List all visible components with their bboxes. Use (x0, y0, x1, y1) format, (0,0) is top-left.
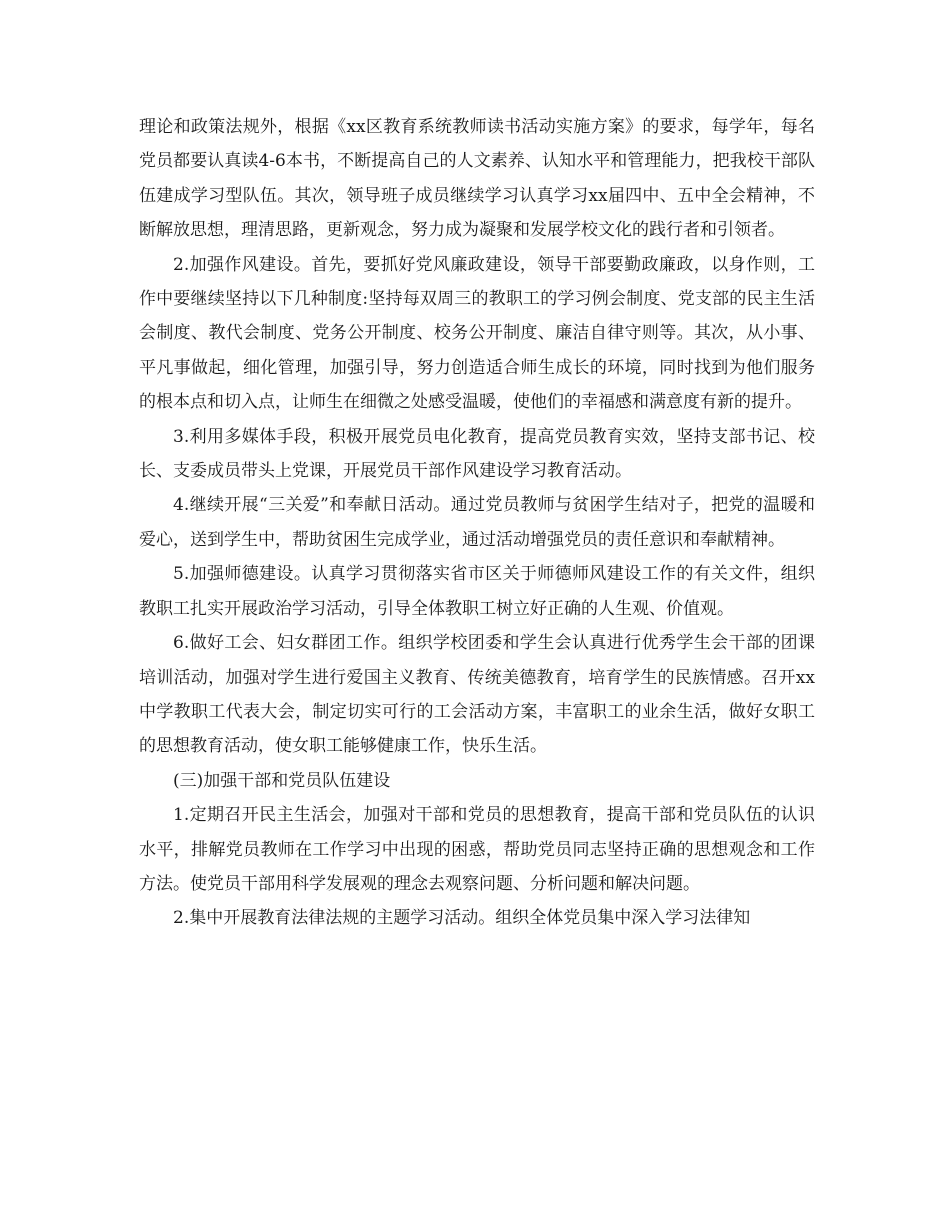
document-body (139, 110, 815, 936)
paragraph-multimedia: 3.利用多媒体手段，积极开展党员电化教育，提高党员教育实效，坚持支部书记、校长、支委成员带头上党课，开展党员干部作风建设学习教育活动。 (139, 426, 815, 482)
paragraph-law-study: 2.集中开展教育法律法规的主题学习活动。组织全体党员集中深入学习法律知 (173, 908, 751, 929)
paragraph-democratic-life: 1.定期召开民主生活会，加强对干部和党员的思想教育，提高干部和党员队伍的认识水平，排解党员教师在工作学习中出现的困惑，帮助党员同志坚持正确的思想观念和工作方法。使党员干部用科学发展观的理念去观察问题、分析问题和解决问题。 (139, 805, 815, 894)
paragraph-work-style: 2.加强作风建设。首先，要抓好党风廉政建设，领导干部要勤政廉政，以身作则，工作中要继续坚持以下几种制度:坚持每双周三的教职工的学习例会制度、党支部的民主生活会制度、教代会制度、党务公开制度、校务公开制度、廉洁自律守则等。其次，从小事、平凡事做起，细化管理，加强引导，努力创造适合师生成长的环境，同时找到为他们服务的根本点和切入点，让师生在细微之处感受温暖，使他们的幸福感和满意度有新的提升。 (139, 254, 815, 413)
paragraph-union-work: 6.做好工会、妇女群团工作。组织学校团委和学生会认真进行优秀学生会干部的团课培训活动，加强对学生进行爱国主义教育、传统美德教育，培育学生的民族情感。召开xx中学教职工代表大会，制定切实可行的工会活动方案，丰富职工的业余生活，做好女职工的思想教育活动，使女职工能够健康工作，快乐生活。 (139, 633, 815, 757)
paragraph-continued: 理论和政策法规外，根据《xx区教育系统教师读书活动实施方案》的要求，每学年，每名党员都要认真读4-6本书，不断提高自己的人文素养、认知水平和管理能力，把我校干部队伍建成学习型队伍。其次，领导班子成员继续学习认真学习xx届四中、五中全会精神，不断解放思想，理清思路，更新观念，努力成为凝聚和发展学校文化的践行者和引领者。 (139, 117, 815, 241)
paragraph-teacher-ethics: 5.加强师德建设。认真学习贯彻落实省市区关于师德师风建设工作的有关文件，组织教职工扎实开展政治学习活动，引导全体教职工树立好正确的人生观、价值观。 (139, 564, 815, 619)
section-heading: (三)加强干部和党员队伍建设 (173, 770, 391, 791)
paragraph-three-cares: 4.继续开展“三关爱”和奉献日活动。通过党员教师与贫困学生结对子，把党的温暖和爱心，送到学生中，帮助贫困生完成学业，通过活动增强党员的责任意识和奉献精神。 (139, 495, 815, 550)
